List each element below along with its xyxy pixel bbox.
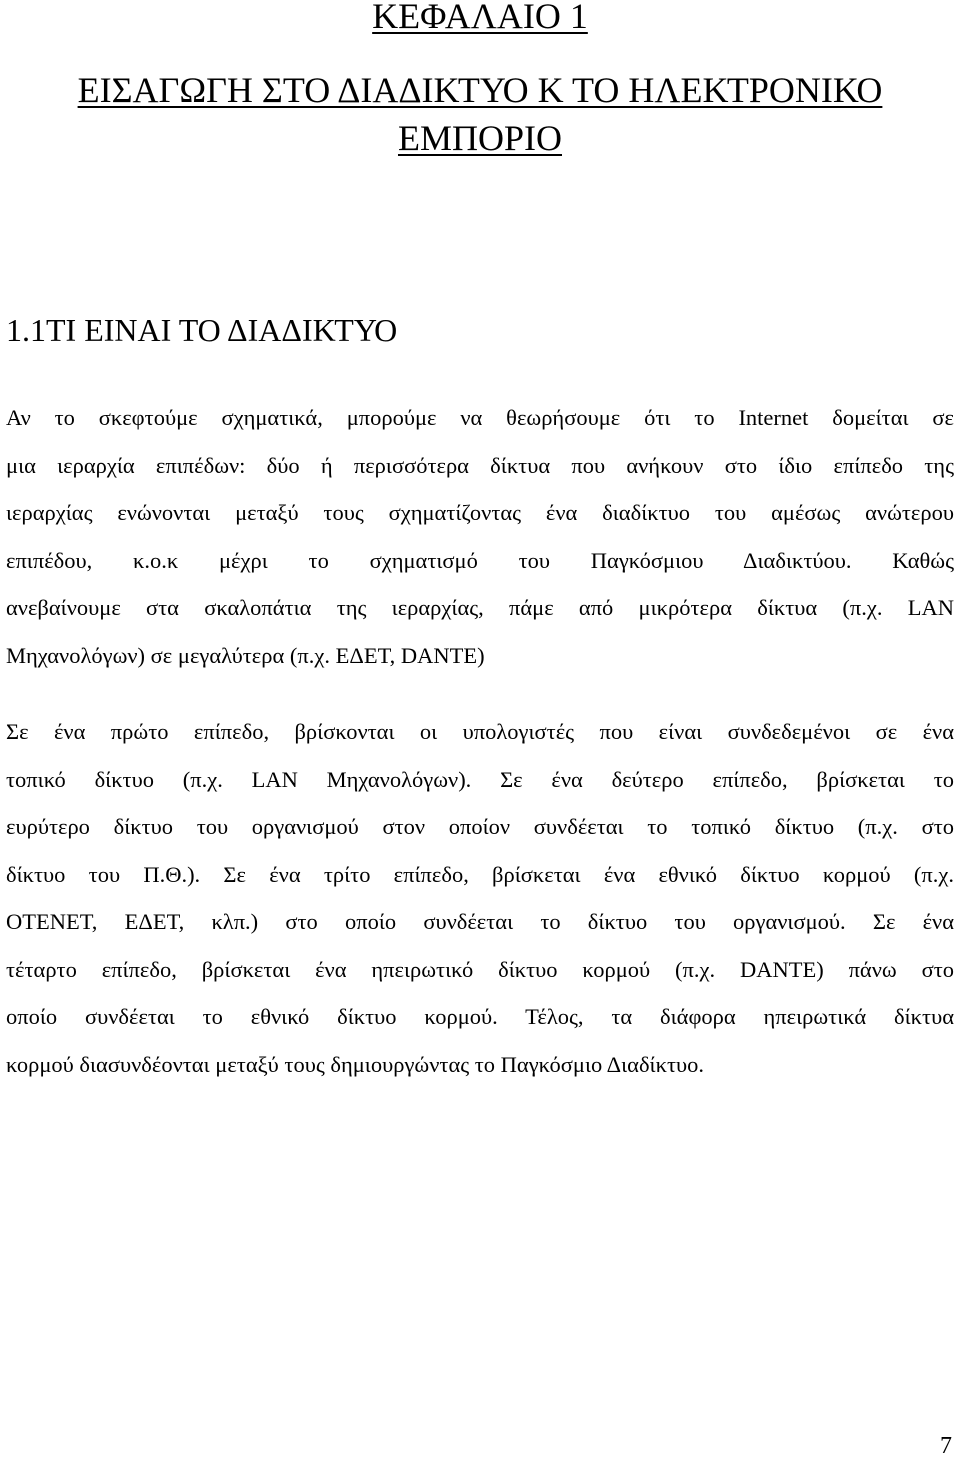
paragraph-2-line-2: τοπικό δίκτυο (π.χ. LAN Μηχανολόγων). Σε ένα δεύτερο επίπεδο, βρίσκεται το bbox=[6, 766, 954, 792]
paragraph-1-line-6: Μηχανολόγων) σε μεγαλύτερα (π.χ. ΕΔΕΤ, DANTE) bbox=[6, 642, 485, 668]
paragraph-1-line-1: Αν το σκεφτούμε σχηματικά, μπορούμε να θεωρήσουμε ότι το Internet δομείται σε bbox=[6, 405, 954, 430]
paragraph-2 bbox=[6, 708, 954, 1088]
chapter-subtitle-line-1: ΕΙΣΑΓΩΓΗ ΣΤΟ ΔΙΑΔΙΚΤΥΟ Κ ΤΟ ΗΛΕΚΤΡΟΝΙΚΟ bbox=[77, 70, 883, 110]
chapter-title bbox=[0, 0, 960, 38]
paragraph-2-line-4: δίκτυο του Π.Θ.). Σε ένα τρίτο επίπεδο, βρίσκεται ένα εθνικό δίκτυο κορμού (π.χ. bbox=[6, 861, 954, 887]
paragraph-2-line-1: Σε ένα πρώτο επίπεδο, βρίσκονται οι υπολογιστές που είναι συνδεδεμένοι σε ένα bbox=[6, 719, 954, 744]
chapter-title-text: ΚΕΦΑΛΑΙΟ 1 bbox=[372, 0, 588, 36]
paragraph-2-line-7: οποίο συνδέεται το εθνικό δίκτυο κορμού. Τέλος, τα διάφορα ηπειρωτικά δίκτυα bbox=[6, 1004, 954, 1029]
paragraph-2-line-8: κορμού διασυνδέονται μεταξύ τους δημιουργώντας το Παγκόσμιο Διαδίκτυο. bbox=[6, 1051, 704, 1077]
paragraph-2-line-6: τέταρτο επίπεδο, βρίσκεται ένα ηπειρωτικό δίκτυο κορμού (π.χ. DANTE) πάνω στο bbox=[6, 956, 954, 982]
section-heading: 1.1ΤΙ ΕΙΝΑΙ ΤΟ ΔΙΑΔΙΚΤΥΟ bbox=[6, 312, 398, 348]
paragraph-1-line-5: ανεβαίνουμε στα σκαλοπάτια της ιεραρχίας, πάμε από μικρότερα δίκτυα (π.χ. LAN bbox=[6, 595, 954, 620]
paragraph-1-line-3: ιεραρχίας ενώνονται μεταξύ τους σχηματίζοντας ένα διαδίκτυο του αμέσως ανώτερου bbox=[6, 500, 954, 525]
chapter-subtitle-line-2: ΕΜΠΟΡΙΟ bbox=[397, 118, 562, 158]
chapter-subtitle bbox=[0, 66, 960, 162]
paragraph-1-line-4: επιπέδου, κ.ο.κ μέχρι το σχηματισμό του Παγκόσμιου Διαδικτύου. Καθώς bbox=[6, 547, 954, 573]
paragraph-2-line-3: ευρύτερο δίκτυο του οργανισμού στον οποίον συνδέεται το τοπικό δίκτυο (π.χ. στο bbox=[6, 814, 954, 839]
paragraph-2-line-5: ΟΤΕΝΕΤ, ΕΔΕΤ, κλπ.) στο οποίο συνδέεται το δίκτυο του οργανισμού. Σε ένα bbox=[6, 909, 954, 934]
paragraph-1-line-2: μια ιεραρχία επιπέδων: δύο ή περισσότερα δίκτυα που ανήκουν στο ίδιο επίπεδο της bbox=[6, 452, 954, 478]
paragraph-1 bbox=[6, 394, 954, 679]
page-number: 7 bbox=[940, 1433, 952, 1459]
